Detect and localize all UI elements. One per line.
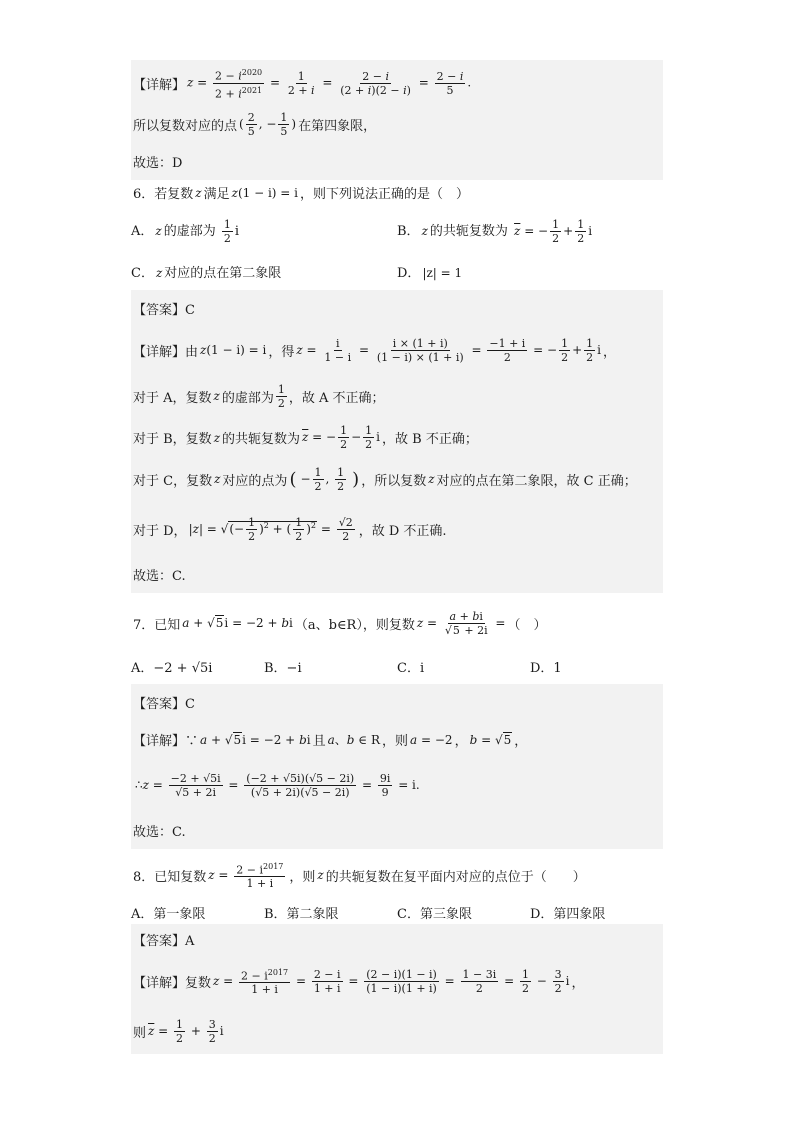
q7-derivation: ∴z = $\frac{-2 + √5i}{√5 + 2i}$ = $\frac{(-2 + √5i)(√5 - 2i)}{(√5 + 2i)(√5 - 2i)}$ = $\frac{9i}{9}$ = i. <box>135 771 420 799</box>
prev-quadrant-line: 所以复数对应的点 ( $\frac{2}{5}$ , − $\frac{1}{5}$ ) 在第四象限， <box>133 111 377 138</box>
q6-stem: 6．若复数 z 满足 z(1 − i) = i ，则下列说法正确的是（ ） <box>133 185 470 202</box>
q6-option-c[interactable]: C． z 对应的点在第二象限 <box>131 265 282 281</box>
q6-for-c: 对于 C，复数 z 对应的点为 ( − $\frac{1}{2}$ , $\frac{1}{2}$ ) ，所以复数 z 对应的点在第二象限，故 C 正确； <box>133 465 637 493</box>
prev-detail-line <box>131 60 663 106</box>
q8-option-b[interactable]: B．第二象限 <box>264 906 339 922</box>
math-prev-z: z = $\frac{2 - i^{2020}}{2 + i^{2021}}$ = $\frac{1}{2 + i}$ = $\frac{2 - i}{(2 + i)(2 - i)}$ = $\frac{2 - i}{5}$ . <box>187 67 472 101</box>
q8-detail: 【详解】复数 z = $\frac{2 - i^{2017}}{1 + i}$ = $\frac{2 - i}{1 + i}$ = $\frac{(2 - i)(1 - i)}{(1 - i)(1 + i)}$ = $\frac{1 - 3i}{2}$ = $\frac{1}{2}$ − $\frac{3}{2}$ i ， <box>133 967 585 997</box>
q6-for-d: 对于 D， |z| = √(− $\frac{1}{2}$ )$^2$ + ( $\frac{1}{2}$ )$^2$ = $\frac{√2}{2}$ ，故 D 不正确. <box>133 515 447 543</box>
q7-stem: 7．已知 a + √5i = −2 + bi （a、b∈R），则复数 z = $\frac{a + bi}{√5 + 2i}$ = （ ） <box>133 609 547 637</box>
q6-option-d[interactable]: D． |z| = 1 <box>397 265 463 281</box>
q6-solution-block <box>131 290 663 593</box>
point-math: ( $\frac{2}{5}$ , − $\frac{1}{5}$ ) <box>239 111 297 138</box>
q8-conjugate: 则 $\overline{z}$ = $\frac{1}{2}$ + $\frac{3}{2}$ i <box>133 1017 224 1045</box>
q6-options-row2 <box>131 251 663 291</box>
q6-options-row1 <box>131 211 663 251</box>
q6-for-a: 对于 A，复数 z 的虚部为 $\frac{1}{2}$ ，故 A 不正确； <box>133 382 385 410</box>
q7-answer-label: 【答案】C <box>133 697 195 712</box>
q6-detail: 【详解】由 z(1 − i) = i ，得 z = $\frac{i}{1 - i}$ = $\frac{i \times (1 + i)}{(1 - i) \times (1 + i)}$ = $\frac{-1 + i}{2}$ = − $\frac{1}{2}$ + $\frac{1}{2}$ i ， <box>133 336 616 364</box>
q7-solution-block <box>131 684 663 849</box>
q7-option-d[interactable]: D．1 <box>530 660 562 676</box>
q6-stem-eq: z(1 − i) = i <box>231 185 298 200</box>
q7-option-a[interactable]: A．−2 + √5i <box>131 660 213 676</box>
q8-option-d[interactable]: D．第四象限 <box>530 906 606 922</box>
q6-option-b[interactable]: B． z 的共轭复数为 $\overline{z}$ = − $\frac{1}{2}$ + $\frac{1}{2}$ i <box>397 217 593 245</box>
q6-option-a[interactable]: A． z 的虚部为 $\frac{1}{2}$ i <box>131 217 240 245</box>
q8-stem: 8．已知复数 z = $\frac{2 - i^{2017}}{1 + i}$ ，则 z 的共轭复数在复平面内对应的点位于（ ） <box>133 861 586 891</box>
q8-option-c[interactable]: C．第三象限 <box>397 906 472 922</box>
q7-option-c[interactable]: C．i <box>397 660 425 676</box>
question-7 <box>131 600 663 686</box>
q8-option-a[interactable]: A．第一象限 <box>131 906 206 922</box>
q7-final: 故选：C. <box>133 825 186 840</box>
q6-for-b: 对于 B，复数 z 的共轭复数为 $\overline{z}$ = − $\frac{1}{2}$ − $\frac{1}{2}$ i ，故 B 不正确； <box>133 424 478 451</box>
question-6 <box>131 174 663 291</box>
q6-answer-label: 【答案】C <box>133 303 195 318</box>
q8-answer-label: 【答案】A <box>133 933 195 949</box>
prev-solution-block <box>131 60 663 180</box>
detail-label: 【详解】 <box>133 77 186 93</box>
prev-answer-line: 故选：D <box>133 156 183 171</box>
q6-final: 故选：C. <box>133 569 186 584</box>
q7-detail: 【详解】∵ a + √5i = −2 + bi 且 a、b ∈ R ，则 a = −2 ， b = √5 ， <box>133 732 528 749</box>
q7-options <box>131 646 663 686</box>
q7-option-b[interactable]: B．−i <box>264 660 302 676</box>
question-8 <box>131 852 663 926</box>
q8-options <box>131 898 663 926</box>
q8-solution-block <box>131 924 663 1054</box>
